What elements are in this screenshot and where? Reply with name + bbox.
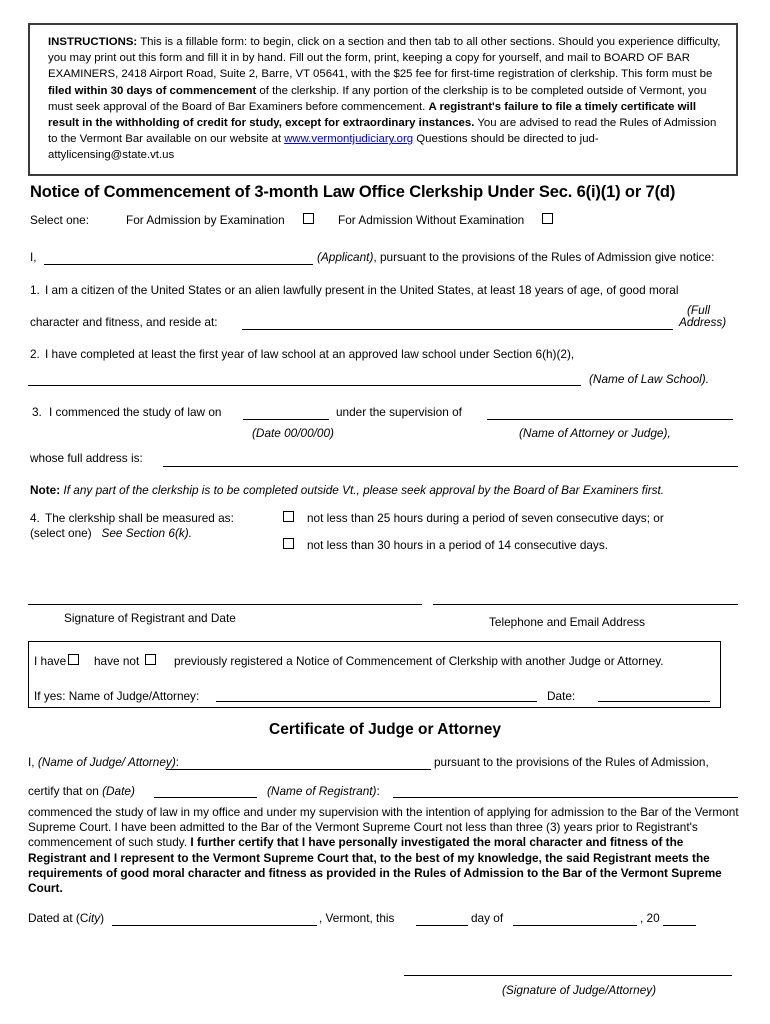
dated-month-input[interactable] bbox=[513, 925, 637, 926]
instructions-body-2: of the clerkship. If any portion of the clerkship is to be completed outside of Vermont, you must seek approval of the Board of Bar Examiners before commencement. bbox=[48, 84, 707, 113]
item3-supervisor-input[interactable] bbox=[487, 419, 733, 420]
item3-text-a: I commenced the study of law on bbox=[49, 405, 222, 419]
instructions-label: INSTRUCTIONS: bbox=[48, 36, 138, 48]
item2-law-school-input[interactable] bbox=[28, 385, 581, 386]
dated-city-ity: ity bbox=[88, 911, 101, 925]
prior-date-input[interactable] bbox=[598, 701, 710, 702]
dated-city-c: C bbox=[79, 911, 89, 925]
item1-number: 1. bbox=[30, 283, 40, 297]
item2-caption: (Name of Law School). bbox=[589, 372, 709, 386]
checkbox-have-not[interactable] bbox=[145, 654, 156, 665]
admission-by-exam-label: For Admission by Examination bbox=[126, 213, 285, 227]
registrant-signature-caption: Signature of Registrant and Date bbox=[64, 611, 236, 625]
item4-subtext-a: (select one) bbox=[30, 526, 92, 540]
applicant-prefix: I, bbox=[30, 250, 37, 264]
note-text: If any part of the clerkship is to be completed outside Vt., please seek approval by the Board of Bar Examiners first. bbox=[60, 483, 665, 497]
item3-caption-date: (Date 00/00/00) bbox=[252, 426, 334, 440]
admission-without-exam-label: For Admission Without Examination bbox=[338, 213, 525, 227]
instructions-bold-1: filed within 30 days of commencement bbox=[48, 84, 257, 97]
prior-date-label: Date: bbox=[547, 689, 576, 703]
certificate-title: Certificate of Judge or Attorney bbox=[269, 721, 501, 738]
item2-number: 2. bbox=[30, 347, 40, 361]
instructions-bold-2: A registrant's failure to file a timely certificate will result in the withholding of credit for study, except for extraordinary instances. bbox=[48, 100, 697, 130]
select-one-label: Select one: bbox=[30, 213, 90, 227]
item1-caption-line1: (Full bbox=[687, 303, 710, 317]
item3-date-input[interactable] bbox=[243, 419, 329, 420]
item1-address-input[interactable] bbox=[242, 329, 673, 330]
judge-attorney-signature-input[interactable] bbox=[404, 975, 732, 976]
dated-day-of-label: day of bbox=[471, 911, 504, 925]
dated-prefix: Dated at ( bbox=[28, 911, 80, 925]
item4-option1-label: not less than 25 hours during a period of seven consecutive days; or bbox=[307, 511, 664, 525]
applicant-caption: (Applicant) bbox=[317, 250, 374, 264]
cert-line2-caption-date: (Date) bbox=[102, 784, 135, 798]
applicant-suffix: , pursuant to the provisions of the Rules of Admission give notice: bbox=[373, 250, 715, 264]
item3-caption-name: (Name of Attorney or Judge), bbox=[519, 426, 671, 440]
item1-caption-line2: Address) bbox=[679, 315, 727, 329]
item3-address-label: whose full address is: bbox=[30, 451, 143, 465]
cert-judge-attorney-name-input[interactable] bbox=[166, 769, 431, 770]
vermont-judiciary-link[interactable]: www.vermontjudiciary.org bbox=[284, 133, 414, 146]
prior-registration-text: previously registered a Notice of Commencement of Clerkship with another Judge or Attorney. bbox=[174, 654, 664, 668]
i-have-label: I have bbox=[34, 654, 67, 668]
checkbox-30-hours-fourteen-days[interactable] bbox=[283, 538, 294, 549]
cert-date-input[interactable] bbox=[154, 797, 257, 798]
cert-line2-prefix: certify that on bbox=[28, 784, 103, 798]
instructions-box bbox=[28, 23, 738, 176]
dated-vermont-label: , Vermont, this bbox=[319, 911, 395, 925]
cert-line2-caption-name: (Name of Registrant) bbox=[267, 784, 377, 798]
item4-number: 4. bbox=[30, 511, 40, 525]
dated-close-paren: ) bbox=[100, 911, 105, 925]
item1-text-line1: I am a citizen of the United States or an alien lawfully present in the United States, at least 18 years of age, of good moral bbox=[45, 283, 679, 297]
judge-attorney-signature-caption: (Signature of Judge/Attorney) bbox=[502, 983, 657, 997]
cert-line1-prefix: I, bbox=[28, 755, 38, 769]
telephone-email-caption: Telephone and Email Address bbox=[489, 615, 646, 629]
cert-line1-colon: : bbox=[175, 755, 180, 769]
instructions-body-1: This is a fillable form: to begin, click on a section and then tab to all other sections. Should you experience difficulty, you may print out this form and fill it in by hand. Fill out the form, print, keeping a copy for yourself, and mail to BOARD OF BAR EXAMINERS, 2418 Airport Road, Suite 2, Barre, VT 05641, with the $25 fee for first-time registration of clerkship. This form must be bbox=[48, 36, 721, 81]
checkbox-25-hours-seven-days[interactable] bbox=[283, 511, 294, 522]
item3-full-address-input[interactable] bbox=[163, 466, 738, 467]
item2-text: I have completed at least the first year of law school at an approved law school under Section 6(h)(2), bbox=[45, 347, 575, 361]
cert-line2-colon: : bbox=[376, 784, 380, 798]
checkbox-i-have[interactable] bbox=[68, 654, 79, 665]
judge-attorney-name-input[interactable] bbox=[216, 701, 537, 702]
item1-text-line2: character and fitness, and reside at: bbox=[30, 315, 218, 329]
checkbox-admission-without-examination[interactable] bbox=[542, 213, 553, 224]
dated-year-label: , 20 bbox=[640, 911, 660, 925]
instructions-body-3: You are advised to read the Rules of Admission to the Vermont Bar available on our website at bbox=[48, 117, 717, 146]
item4-text: The clerkship shall be measured as: bbox=[45, 511, 234, 525]
cert-line1-caption: (Name of Judge/ Attorney) bbox=[37, 755, 176, 769]
registrant-signature-input[interactable] bbox=[28, 604, 422, 605]
cert-body-bold: I further certify that I have personally investigated the moral character and fitness of the Registrant and I represent to the Vermont Supreme Court that, to the best of my knowledge, the said Registrant meets the requirements of good moral character and fitness as provided in the Rules of Admission to the Bar of the Vermont Supreme Court. bbox=[28, 835, 722, 896]
dated-city-input[interactable] bbox=[112, 925, 317, 926]
item4-subtext-b: See Section 6(k). bbox=[101, 526, 192, 540]
page-title: Notice of Commencement of 3-month Law Office Clerkship Under Sec. 6(i)(1) or 7(d) bbox=[30, 183, 676, 201]
have-not-label: have not bbox=[94, 654, 140, 668]
telephone-email-input[interactable] bbox=[433, 604, 738, 605]
cert-registrant-name-input[interactable] bbox=[393, 797, 738, 798]
note-label: Note: bbox=[30, 483, 61, 497]
cert-line1-suffix: pursuant to the provisions of the Rules of Admission, bbox=[434, 755, 709, 769]
instructions-body-4: Questions should be directed to jud-attylicensing@state.vt.us bbox=[48, 133, 599, 162]
checkbox-admission-by-examination[interactable] bbox=[303, 213, 314, 224]
instructions-text bbox=[48, 34, 722, 164]
dated-year-input[interactable] bbox=[663, 925, 696, 926]
item3-text-b: under the supervision of bbox=[336, 405, 462, 419]
if-yes-label: If yes: Name of Judge/Attorney: bbox=[34, 689, 200, 703]
applicant-name-input[interactable] bbox=[44, 264, 313, 265]
item4-option2-label: not less than 30 hours in a period of 14 consecutive days. bbox=[307, 538, 609, 552]
dated-day-input[interactable] bbox=[416, 925, 468, 926]
item3-number: 3. bbox=[32, 405, 42, 419]
cert-body-normal: commenced the study of law in my office and under my supervision with the intention of applying for admission to the Bar of the Vermont Supreme Court. I have been admitted to the Bar of the Vermont Supreme Court not less than three (3) years prior to Registrant's commencement of such study. bbox=[28, 805, 739, 850]
